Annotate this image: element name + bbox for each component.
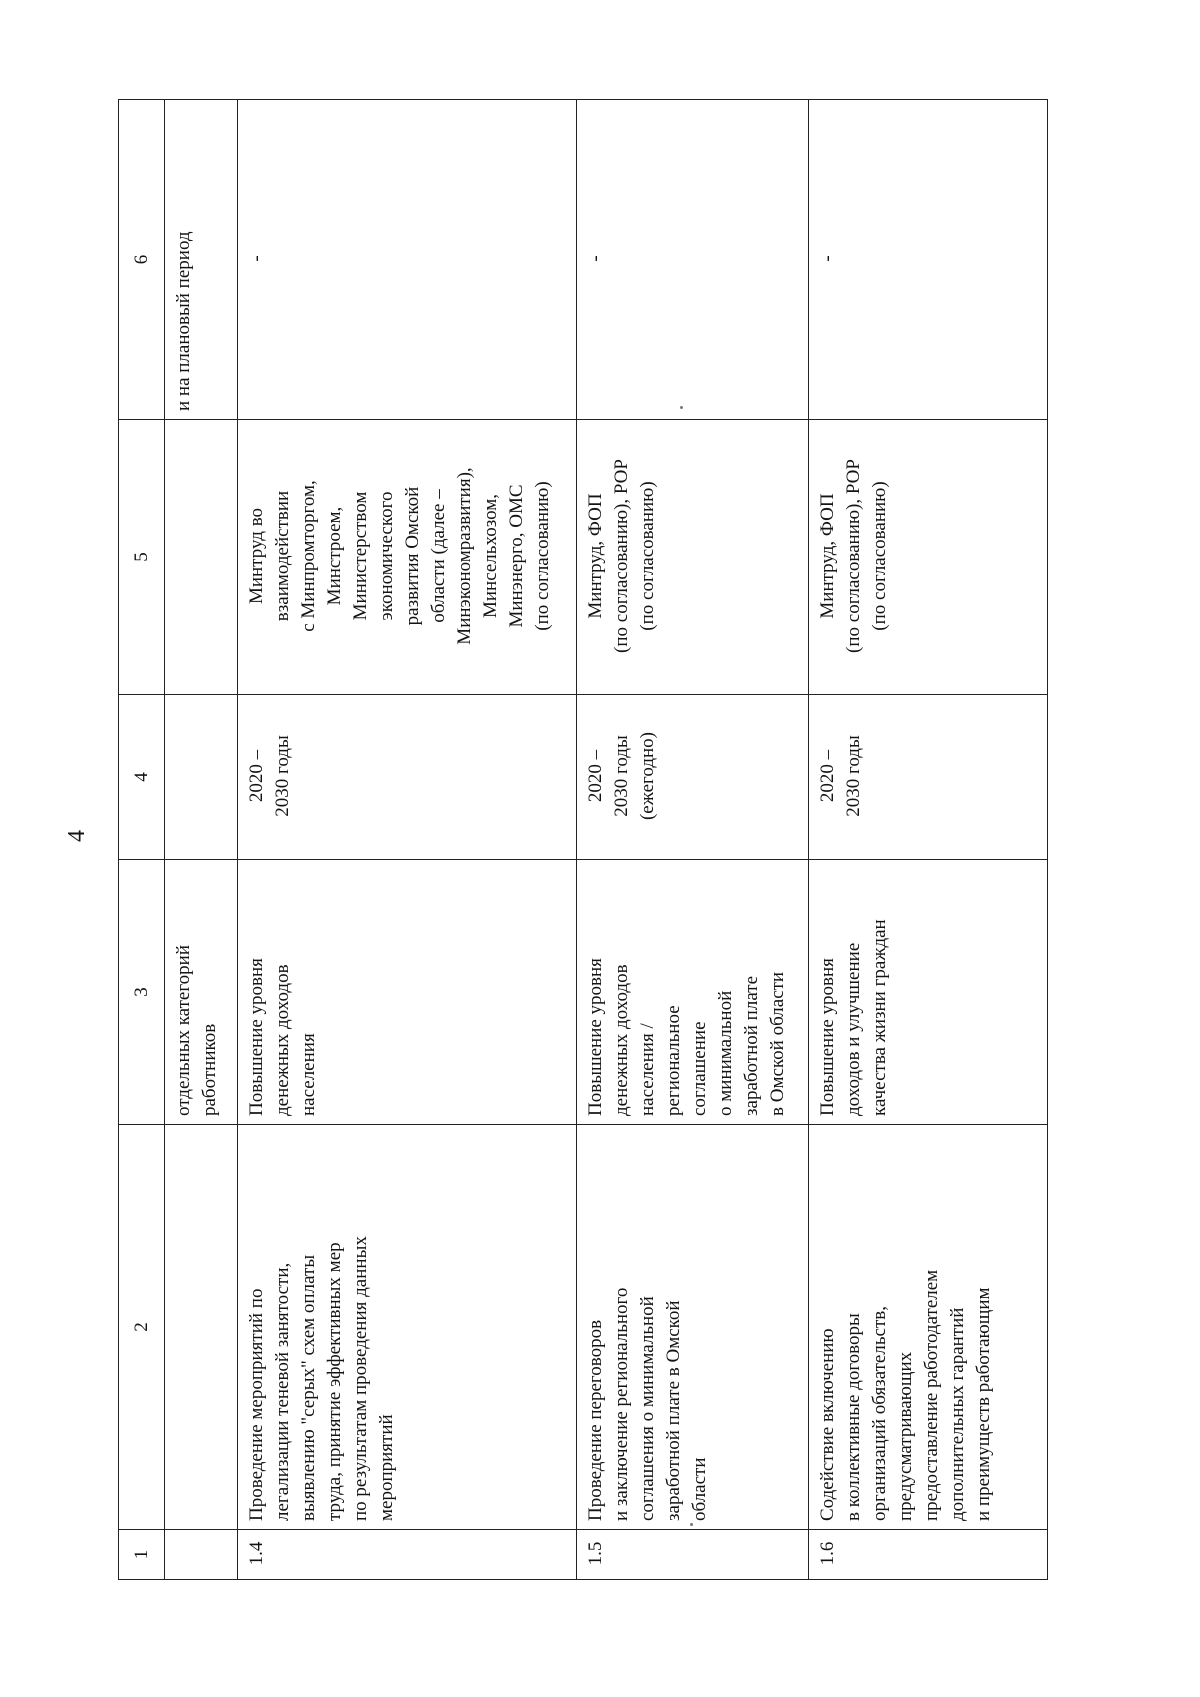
table-header-row	[119, 100, 165, 1580]
table-row	[577, 100, 809, 1580]
continuation-row	[165, 100, 238, 1580]
page-number: 4	[64, 830, 90, 842]
funding-cell: -	[809, 100, 1048, 420]
measure-cell: Проведение переговоров и заключение регионального соглашения о минимальной заработной плате в Омской области	[577, 1125, 809, 1530]
executor-cell: Минтруд во взаимодействии с Минпромторгом, Минстроем, Министерством экономического развития Омской области (далее – Минэкономразвития), Минсельхозом, Минэнерго, ОМС (по согласованию)	[237, 420, 576, 695]
header-col-2: 2	[119, 1125, 165, 1530]
table-row	[809, 100, 1048, 1580]
result-cell: Повышение уровня денежных доходов населения / региональное соглашение о минимальной заработной плате в Омской области	[577, 860, 809, 1125]
result-cell: Повышение уровня денежных доходов населения	[237, 860, 576, 1125]
executor-cell: Минтруд, ФОП (по согласованию), РОР (по согласованию)	[809, 420, 1048, 695]
cont-col-1	[165, 1530, 238, 1580]
header-col-5: 5	[119, 420, 165, 695]
period-cell: 2020 – 2030 годы	[809, 695, 1048, 860]
result-cell: Повышение уровня доходов и улучшение качества жизни граждан	[809, 860, 1048, 1125]
measure-cell: Содействие включению в коллективные договоры организаций обязательств, предусматривающих предоставление работодателем дополнительных гарантий и преимуществ работающим	[809, 1125, 1048, 1530]
row-number: 1.6	[809, 1530, 1048, 1580]
row-number: 1.4	[237, 1530, 576, 1580]
period-cell: 2020 – 2030 годы (ежегодно)	[577, 695, 809, 860]
table-row	[237, 100, 576, 1580]
header-col-3: 3	[119, 860, 165, 1125]
cont-col-6: и на плановый период	[165, 100, 238, 420]
header-col-6: 6	[119, 100, 165, 420]
header-col-1: 1	[119, 1530, 165, 1580]
period-cell: 2020 – 2030 годы	[237, 695, 576, 860]
row-number: 1.5	[577, 1530, 809, 1580]
executor-cell: Минтруд, ФОП (по согласованию), РОР (по согласованию)	[577, 420, 809, 695]
cont-col-2	[165, 1125, 238, 1530]
plan-table-rotated	[118, 100, 1048, 1580]
funding-cell: -	[577, 100, 809, 420]
cont-col-4	[165, 695, 238, 860]
measure-cell: Проведение мероприятий по легализации теневой занятости, выявлению "серых" схем оплаты труда, принятие эффективных мер по результатам проведения данных мероприятий	[237, 1125, 576, 1530]
cont-col-3: отдельных категорий работников	[165, 860, 238, 1125]
plan-table	[118, 99, 1048, 1580]
cont-col-5	[165, 420, 238, 695]
funding-cell: -	[237, 100, 576, 420]
header-col-4: 4	[119, 695, 165, 860]
